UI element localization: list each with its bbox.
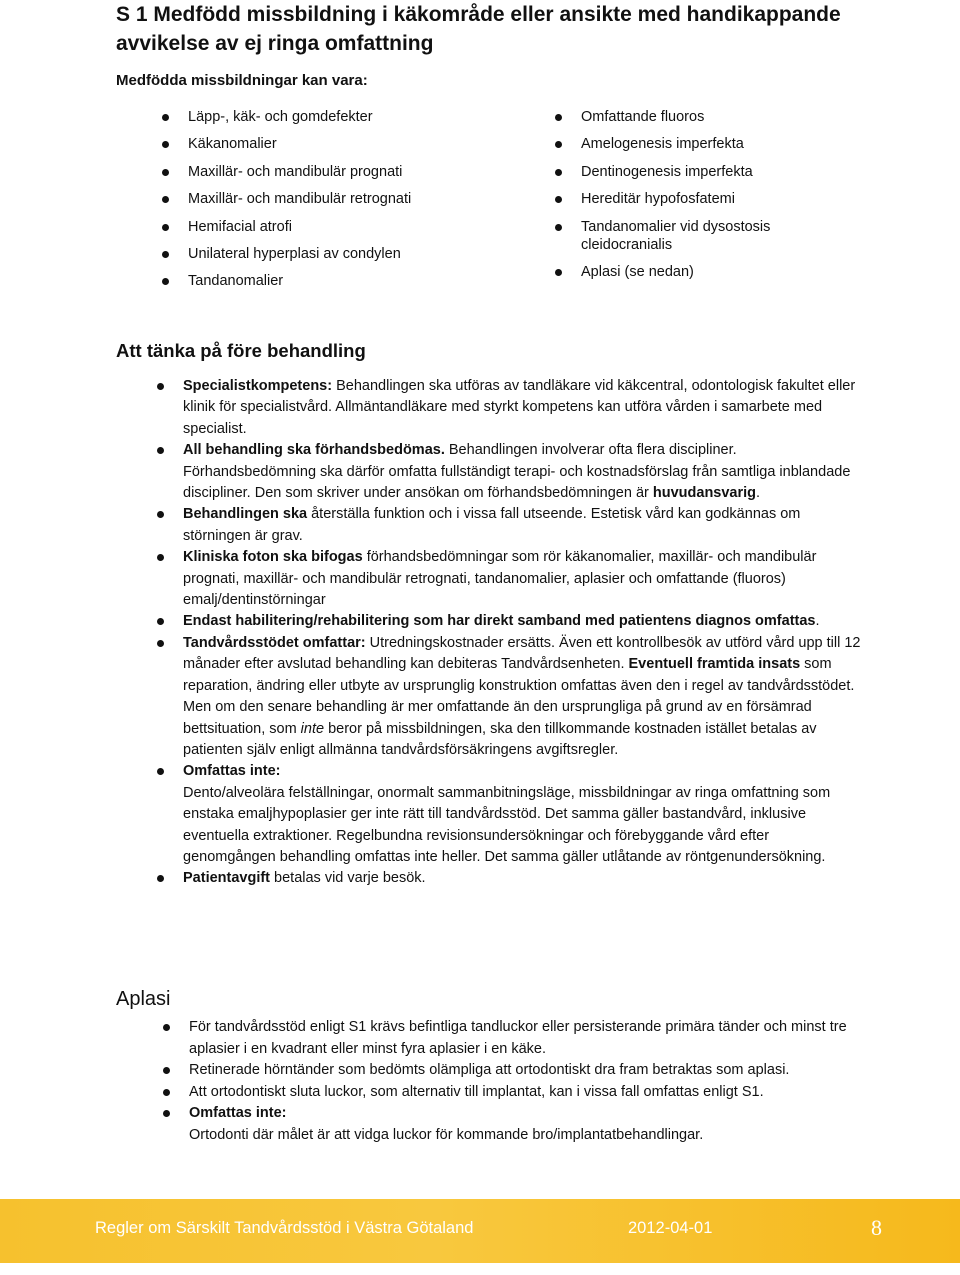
list-item: Unilateral hyperplasi av condylen (188, 245, 411, 272)
item-text: som reparation, ändring eller utbyte av ursprunglig konstruktion omfattas även den i regel av tandvårdsstödet. Men om den senare behandling är mer omfattande än den ursprungliga på grund av en försämrad bettsituation, som (183, 656, 855, 737)
item-lead: Kliniska foton ska bifogas (183, 549, 363, 566)
item-emphasis: Eventuell framtida insats (628, 656, 801, 673)
item-italic: inte (300, 720, 325, 737)
item-lead: All behandling ska förhandsbedömas. (183, 442, 445, 459)
item-lead: Patientavgift (183, 870, 271, 887)
list-item: Läpp-, käk- och gomdefekter (188, 108, 411, 135)
left-list (188, 108, 411, 300)
list-item: Amelogenesis imperfekta (581, 135, 841, 153)
subheading: Medfödda missbildningar kan vara: (116, 72, 368, 89)
item-text: . (756, 485, 761, 502)
item-text: . (815, 613, 820, 630)
item-text: förhandsbedömningar som rör käkanomalier, maxillär- och mandibulär prognati, maxillär- och mandibulär retrognati, tandanomalier, aplasier och omfattande (fluoros) emalj/dentinstörningar (183, 549, 817, 609)
item-lead: Omfattas inte: (183, 763, 281, 780)
footer-date: 2012-04-01 (628, 1219, 713, 1237)
list-item: Maxillär- och mandibulär retrognati (188, 190, 411, 217)
page-number: 8 (871, 1215, 882, 1240)
item-text: beror på missbildningen, ska den tillkommande kostnaden istället betalas av patienten själv enligt allmänna tandvårdsförsäkringens avgiftsregler. (183, 720, 817, 758)
list-item: Omfattande fluoros (581, 108, 841, 126)
list-item: Tandanomalier vid dysostosis cleidocranialis (581, 218, 841, 254)
section-heading: Att tänka på före behandling (116, 340, 366, 361)
list-item (189, 1103, 879, 1146)
list-item: Att ortodontiskt sluta luckor, som alternativ till implantat, kan i vissa fall omfattas enligt S1. (189, 1082, 879, 1104)
list-item: Käkanomalier (188, 135, 411, 162)
page-footer (0, 1199, 960, 1263)
list-item: Dentinogenesis imperfekta (581, 163, 841, 181)
list-item (183, 868, 863, 889)
list-item: Hereditär hypofosfatemi (581, 190, 841, 208)
item-emphasis: huvudansvarig (652, 485, 757, 502)
list-item: Maxillär- och mandibulär prognati (188, 163, 411, 190)
list-item: För tandvårdsstöd enligt S1 krävs befintliga tandluckor eller persisterande primära tänder och minst tre aplasier i en kvadrant eller minst fyra aplasier i en käke. (189, 1017, 879, 1060)
item-lead: Behandlingen ska (183, 506, 308, 523)
item-lead: Tandvårdsstödet omfattar: (183, 634, 366, 651)
consideration-list (183, 376, 863, 890)
list-item (183, 547, 863, 611)
aplasi-heading: Aplasi (116, 988, 171, 1010)
list-item (183, 376, 863, 440)
list-item (183, 633, 863, 761)
list-item: Retinerade hörntänder som bedömts olämpliga att ortodontiskt dra fram betraktas som aplasi. (189, 1060, 879, 1082)
aplasi-list (189, 1017, 879, 1146)
list-item (183, 504, 863, 547)
item-text: Dento/alveolära felställningar, onormalt sammanbitningsläge, missbildningar av ringa omfattning som enstaka emaljhypoplasier ger inte rätt till tandvårdsstöd. Det samma gäller bastandvård, inklusive eventuella extraktioner. Regelbundna revisionsundersökningar och förebyggande vård efter genomgången behandling omfattas inte heller. Det samma gäller utlåtande av röntgenundersökning. (183, 784, 831, 865)
list-item (183, 440, 863, 504)
footer-title: Regler om Särskilt Tandvårdsstöd i Västra Götaland (95, 1219, 474, 1237)
item-lead: Omfattas inte: (189, 1105, 287, 1121)
page-title: S 1 Medfödd missbildning i käkområde eller ansikte med handikappande avvikelse av ej ringa omfattning (116, 3, 841, 55)
item-text: återställa funktion och i vissa fall utseende. Estetisk vård kan godkännas om störningen är grav. (183, 506, 801, 544)
item-text: Ortodonti där målet är att vidga luckor för kommande bro/implantatbehandlingar. (189, 1126, 704, 1143)
list-item (183, 611, 863, 632)
item-lead: Endast habilitering/rehabilitering som har direkt samband med patientens diagnos omfattas (183, 613, 816, 630)
item-text: betalas vid varje besök. (270, 870, 426, 887)
list-item: Tandanomalier (188, 272, 411, 299)
right-list (581, 108, 841, 290)
list-item (183, 761, 863, 868)
item-text: Behandlingen ska utföras av tandläkare vid käkcentral, odontologisk fakultet eller klinik för specialistvård. Allmäntandläkare med styrkt kompetens kan utföra vården i samarbete med specialist. (183, 378, 856, 437)
item-text: Utredningskostnader ersätts. Även ett kontrollbesök av utförd vård upp till 12 månader efter avslutad behandling kan debiteras Tandvårdsenheten. (183, 634, 861, 673)
list-item: Hemifacial atrofi (188, 218, 411, 245)
item-text: Behandlingen involverar ofta flera discipliner. Förhandsbedömning ska därför omfatta fullständigt terapi- och kostnadsförslag från samtliga inblandade discipliner. Den som skriver under ansökan om förhandsbedömningen är (183, 442, 851, 502)
list-item: Aplasi (se nedan) (581, 263, 841, 281)
item-lead: Specialistkompetens: (183, 378, 333, 394)
